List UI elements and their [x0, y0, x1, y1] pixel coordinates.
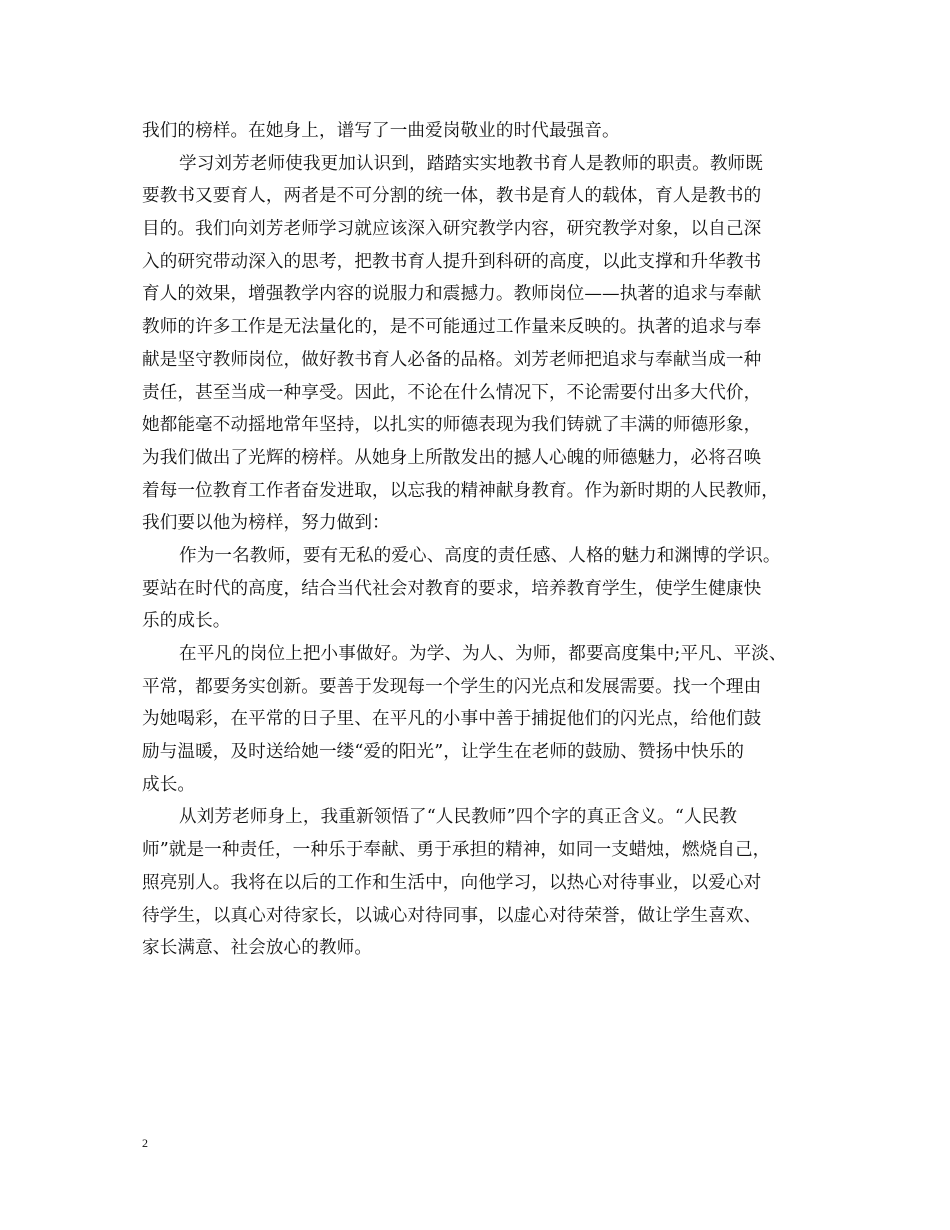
text-line: 着每一位教育工作者奋发进取，以忘我的精神献身教育。作为新时期的人民教师， — [142, 480, 779, 501]
text-line: 待学生，以真心对待家长，以诚心对待同事，以虚心对待荣誉，做让学生喜欢、 — [142, 905, 762, 926]
text-line: 平常，都要务实创新。要善于发现每一个学生的闪光点和发展需要。找一个理由 — [142, 676, 762, 697]
text-line: 我们的榜样。在她身上，谱写了一曲爱岗敬业的时代最强音。 — [142, 121, 620, 141]
text-line: 我们要以他为榜样，努力做到： — [142, 513, 390, 534]
text-line: 为我们做出了光辉的榜样。从她身上所散发出的撼人心魄的师德魅力，必将召唤 — [142, 447, 762, 468]
text-line: 家长满意、社会放心的教师。 — [142, 938, 373, 959]
text-line: 育人的效果，增强教学内容的说服力和震撼力。教师岗位——执著的追求与奉献 — [142, 284, 762, 305]
text-line: 教师的许多工作是无法量化的，是不可能通过工作量来反映的。执著的追求与奉 — [142, 317, 762, 338]
text-line: 从刘芳老师身上，我重新领悟了“人民教师”四个字的真正含义。“人民教 — [179, 807, 738, 828]
text-line: 照亮别人。我将在以后的工作和生活中，向他学习，以热心对待事业，以爱心对 — [142, 872, 762, 893]
text-line: 师”就是一种责任，一种乐于奉献、勇于承担的精神，如同一支蜡烛，燃烧自己， — [142, 840, 771, 861]
text-line: 入的研究带动深入的思考，把教书育人提升到科研的高度，以此支撑和升华教书 — [142, 251, 762, 272]
text-line: 乐的成长。 — [142, 611, 231, 632]
text-line: 作为一名教师，要有无私的爱心、高度的责任感、人格的魅力和渊博的学识。 — [179, 545, 781, 566]
text-line: 在平凡的岗位上把小事做好。为学、为人、为师，都要高度集中;平凡、平淡、 — [179, 644, 787, 664]
text-line: 励与温暖，及时送给她一缕“爱的阳光”，让学生在老师的鼓励、赞扬中快乐的 — [142, 742, 745, 763]
text-line: 责任，甚至当成一种享受。因此，不论在什么情况下，不论需要付出多大代价， — [142, 382, 762, 403]
text-line: 她都能毫不动摇地常年坚持，以扎实的师德表现为我们铸就了丰满的师德形象， — [142, 415, 762, 436]
text-line: 学习刘芳老师使我更加认识到，踏踏实实地教书育人是教师的职责。教师既 — [179, 153, 763, 174]
body-text — [142, 115, 832, 965]
text-line: 要教书又要育人，两者是不可分割的统一体，教书是育人的载体，育人是教书的 — [142, 186, 762, 207]
text-line: 目的。我们向刘芳老师学习就应该深入研究教学内容，研究教学对象，以自己深 — [142, 219, 762, 240]
text-line: 为她喝彩，在平常的日子里、在平凡的小事中善于捕捉他们的闪光点，给他们鼓 — [142, 709, 762, 730]
text-line: 成长。 — [142, 774, 196, 795]
page-number: 2 — [142, 1136, 148, 1150]
text-line: 献是坚守教师岗位，做好教书育人必备的品格。刘芳老师把追求与奉献当成一种 — [142, 349, 762, 370]
text-line: 要站在时代的高度，结合当代社会对教育的要求，培养教育学生，使学生健康快 — [142, 578, 762, 599]
